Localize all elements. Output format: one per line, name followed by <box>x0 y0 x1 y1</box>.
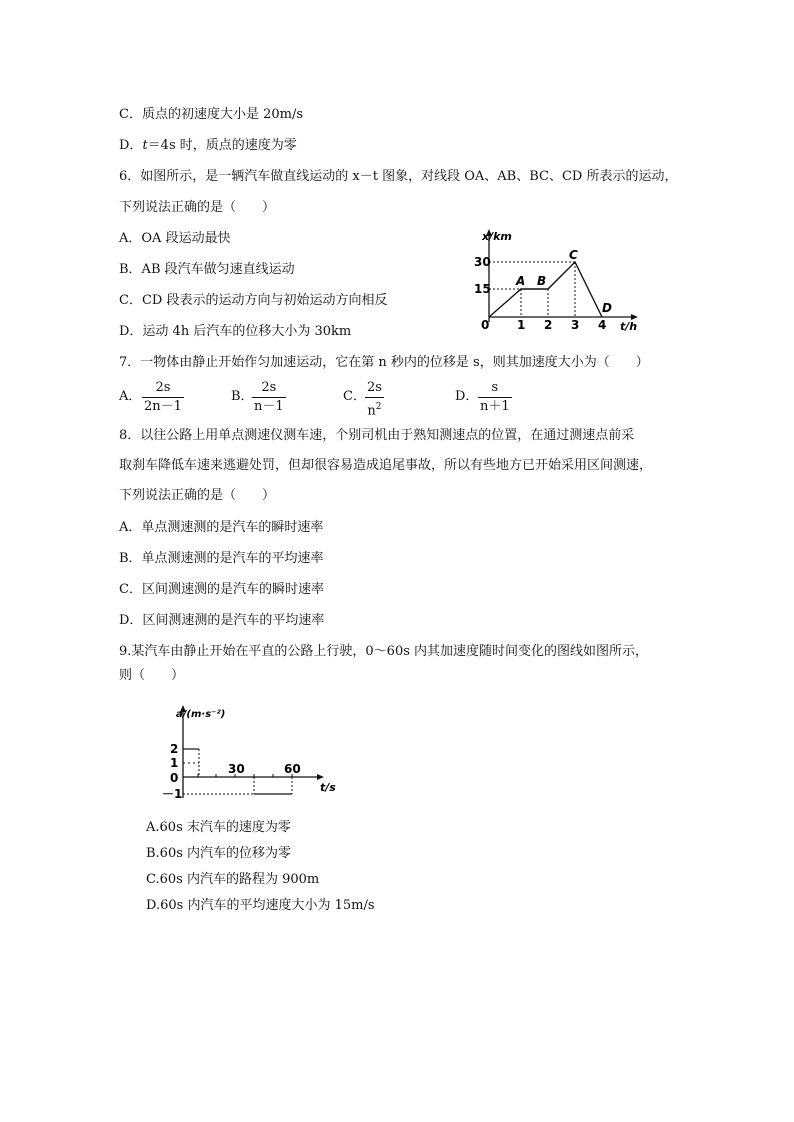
q7-option-a-denominator: 2n－1 <box>144 399 182 414</box>
q6-option-c: C．CD 段表示的运动方向与初始运动方向相反 <box>119 293 388 308</box>
q8-option-a: A．单点测速测的是汽车的瞬时速率 <box>119 520 324 535</box>
q7-option-d-numerator: s <box>491 380 499 395</box>
q7-option-d-denominator: n＋1 <box>480 399 510 414</box>
q7-option-c-denominator <box>365 399 384 419</box>
q8-option-c: C．区间测速测的是汽车的瞬时速率 <box>119 582 324 597</box>
q6-origin-label: 0 <box>481 318 490 332</box>
q9-option-a: A.60s 末汽车的速度为零 <box>146 820 291 835</box>
q6-x-tick-4: 4 <box>598 318 607 332</box>
q9-origin-label: 0 <box>170 771 179 785</box>
q6-option-a: A．OA 段运动最快 <box>119 231 231 246</box>
q7-option-d-bar <box>478 397 512 398</box>
q5-option-d-prefix: D． <box>119 138 143 153</box>
q9-option-b: B.60s 内汽车的位移为零 <box>146 846 292 861</box>
q6-xt-graph <box>474 226 646 336</box>
q9-y-tick-minus1: －1 <box>162 787 183 801</box>
q6-stem-line2: 下列说法正确的是（ ） <box>119 200 276 215</box>
q9-option-d: D.60s 内汽车的平均速度大小为 15m/s <box>146 898 375 913</box>
q6-y-axis-label: x/km <box>482 230 512 243</box>
q5-option-d-text: ＝4s 时，质点的速度为零 <box>147 138 297 153</box>
q7-stem: 7．一物体由静止开始作匀加速运动，它在第 n 秒内的位移是 s，则其加速度大小为（ ） <box>119 355 649 370</box>
q9-x-tick-30: 30 <box>228 762 245 776</box>
q7-option-d-fraction <box>478 380 512 415</box>
q9-y-tick-1: 1 <box>170 756 179 770</box>
q9-y-tick-2: 2 <box>170 742 179 756</box>
q6-x-tick-2: 2 <box>544 318 553 332</box>
q6-option-b: B．AB 段汽车做匀速直线运动 <box>119 262 295 277</box>
q6-point-a: A <box>516 274 526 288</box>
q5-option-d-variable: t <box>142 138 148 153</box>
q7-option-b-numerator: 2s <box>261 380 277 395</box>
q9-x-axis-arrow <box>317 774 324 780</box>
q6-stem-line1: 6．如图所示，是一辆汽车做直线运动的 x－t 图象，对线段 OA、AB、BC、CD 所表示的运动， <box>119 169 678 184</box>
q7-option-b-label: B． <box>231 389 254 404</box>
q8-stem-line3: 下列说法正确的是（ ） <box>119 488 276 503</box>
q7-option-c-bar <box>365 397 384 398</box>
q8-stem-line1: 8．以往公路上用单点测速仪测车速，个别司机由于熟知测速点的位置，在通过测速点前采 <box>119 428 635 443</box>
q6-point-c: C <box>569 248 578 262</box>
q8-option-b: B．单点测速测的是汽车的平均速率 <box>119 551 324 566</box>
q9-stem-line1: 9.某汽车由静止开始在平直的公路上行驶，0～60s 内其加速度随时间变化的图线如图所示， <box>119 644 649 659</box>
q6-x-axis-label: t/h <box>620 320 638 333</box>
q6-x-tick-1: 1 <box>517 318 526 332</box>
q6-x-tick-3: 3 <box>571 318 580 332</box>
q7-option-c-denominator-base: n <box>367 403 376 419</box>
q9-x-tick-60: 60 <box>284 762 301 776</box>
q9-option-c: C.60s 内汽车的路程为 900m <box>146 872 320 887</box>
q7-option-a-fraction <box>142 380 184 415</box>
q7-option-c-numerator: 2s <box>367 380 382 395</box>
q9-at-graph <box>162 702 337 802</box>
q6-option-d: D．运动 4h 后汽车的位移大小为 30km <box>119 324 352 339</box>
q7-option-a-bar <box>142 397 184 398</box>
q5-option-c: C．质点的初速度大小是 20m/s <box>119 107 303 122</box>
q7-option-c-label: C． <box>343 389 366 404</box>
q8-option-d: D．区间测速测的是汽车的平均速率 <box>119 613 325 628</box>
q6-point-d: D <box>602 301 612 315</box>
q8-stem-line2: 取刹车降低车速来逃避处罚，但却很容易造成追尾事故，所以有些地方已开始采用区间测速， <box>119 458 653 473</box>
q7-option-c-denominator-exponent: 2 <box>375 402 382 412</box>
q7-option-a-numerator: 2s <box>155 380 171 395</box>
q7-option-a-label: A． <box>119 389 142 404</box>
q7-option-d-label: D． <box>455 389 479 404</box>
q7-option-c-fraction <box>365 380 384 419</box>
q9-y-axis-label: a/(m·s⁻²) <box>176 709 226 720</box>
q7-option-b-denominator: n－1 <box>254 399 284 414</box>
q7-option-b-fraction <box>252 380 286 415</box>
q9-x-axis-label: t/s <box>320 781 336 794</box>
q6-point-b: B <box>537 274 547 288</box>
q6-y-tick-30: 30 <box>474 255 491 269</box>
q5-option-d <box>119 137 297 155</box>
q9-stem-line2: 则（ ） <box>119 668 185 683</box>
q7-option-b-bar <box>252 397 286 398</box>
q6-y-tick-15: 15 <box>474 282 491 296</box>
